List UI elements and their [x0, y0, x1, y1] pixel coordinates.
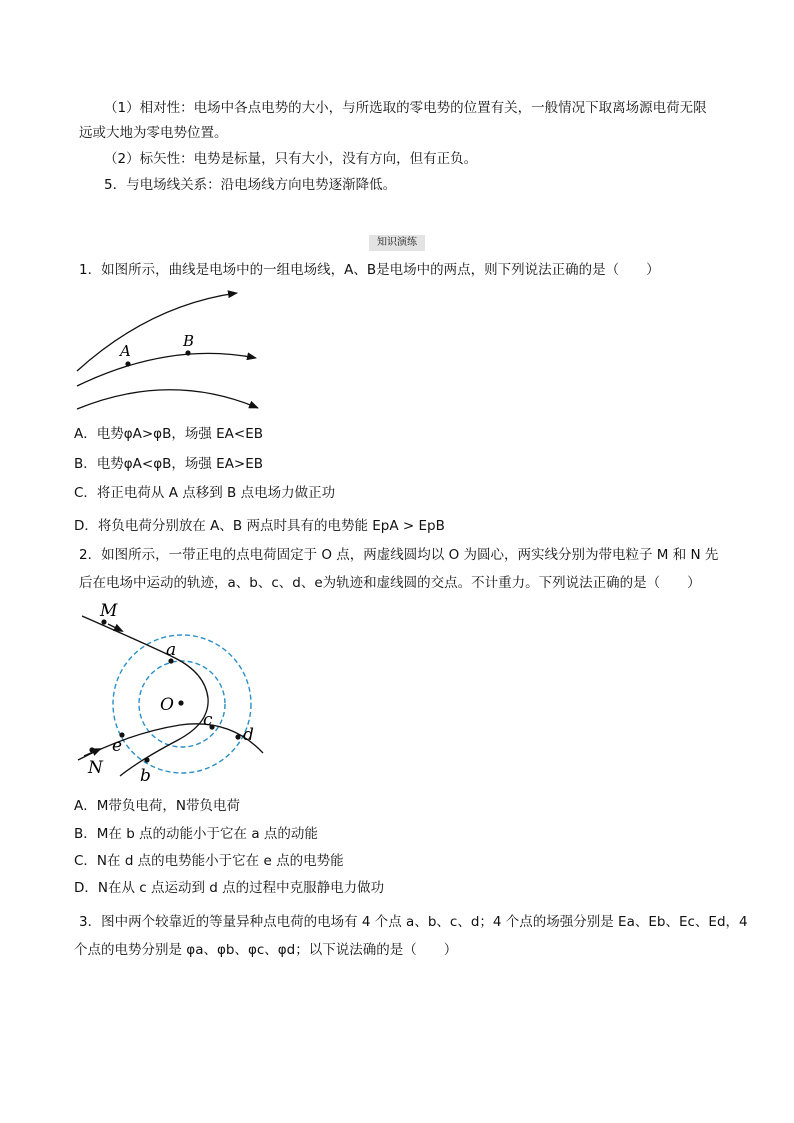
- q2-label-d: d: [243, 725, 254, 745]
- q2-label-n: N: [88, 758, 103, 778]
- q1-field-line-bottom: [77, 390, 258, 409]
- q1-field-line-middle: [77, 353, 256, 386]
- q3-stem-line2: 个点的电势分别是 φa、φb、φc、φd；以下说法确的是（ ）: [74, 942, 458, 958]
- q1-point-b: [185, 350, 190, 355]
- q2-label-c: c: [203, 710, 213, 730]
- intro-paragraph-2: （2）标矢性：电势是标量，只有大小，没有方向，但有正负。: [104, 151, 478, 167]
- q2-label-o: O: [160, 695, 174, 715]
- q1-option-c[interactable]: C．将正电荷从 A 点移到 B 点电场力做正功: [74, 485, 336, 501]
- q1-label-a: A: [120, 342, 131, 360]
- q1-stem: 1．如图所示，曲线是电场中的一组电场线，A、B是电场中的两点，则下列说法正确的是（ ）: [79, 262, 660, 278]
- q1-label-b: B: [183, 332, 195, 350]
- q2-trajectory-figure: [70, 598, 270, 788]
- q2-label-m: M: [100, 601, 118, 621]
- q2-option-c[interactable]: C．N在 d 点的电势能小于它在 e 点的电势能: [74, 853, 344, 869]
- q2-label-b: b: [140, 766, 151, 786]
- q2-stem-line2: 后在电场中运动的轨迹，a、b、c、d、e为轨迹和虚线圆的交点。不计重力。下列说法正确的是（ ）: [79, 575, 701, 591]
- q2-label-a: a: [166, 640, 177, 660]
- q2-point-o: [178, 700, 183, 705]
- q1-field-lines-figure: [60, 283, 270, 413]
- q3-stem-line1: 3．图中两个较靠近的等量异种点电荷的电场有 4 个点 a、b、c、d；4 个点的场强分别是 Ea、Eb、Ec、Ed，4: [79, 914, 748, 930]
- q2-option-d[interactable]: D．N在从 c 点运动到 d 点的过程中克服静电力做功: [74, 880, 385, 896]
- q2-point-b: [144, 757, 149, 762]
- q2-stem-line1: 2．如图所示，一带正电的点电荷固定于 O 点，两虚线圆均以 O 为圆心，两实线分别为带电粒子 M 和 N 先: [79, 547, 719, 563]
- intro-paragraph-1: （1）相对性：电场中各点电势的大小，与所选取的零电势的位置有关，一般情况下取离场源电荷无限: [104, 100, 707, 116]
- q1-option-b[interactable]: B．电势φA<φB，场强 EA>EB: [74, 456, 264, 472]
- q2-trajectory-m: [82, 616, 208, 776]
- q2-point-n: [89, 747, 94, 752]
- q1-option-a[interactable]: A．电势φA>φB，场强 EA<EB: [74, 426, 264, 442]
- q2-label-e: e: [112, 736, 123, 756]
- q2-trajectory-n: [78, 724, 263, 760]
- q1-field-line-top: [77, 293, 237, 371]
- q1-option-d[interactable]: D．将负电荷分别放在 A、B 两点时具有的电势能 EpA > EpB: [74, 518, 445, 534]
- q2-option-b[interactable]: B．M在 b 点的动能小于它在 a 点的动能: [74, 826, 318, 842]
- q2-point-d: [235, 734, 240, 739]
- section-title: 知识演练: [369, 235, 425, 251]
- q1-point-a: [125, 361, 130, 366]
- intro-paragraph-1-cont: 远或大地为零电势位置。: [79, 125, 228, 141]
- intro-paragraph-3: 5．与电场线关系：沿电场线方向电势逐渐降低。: [104, 177, 397, 193]
- q2-option-a[interactable]: A．M带负电荷，N带负电荷: [74, 798, 240, 814]
